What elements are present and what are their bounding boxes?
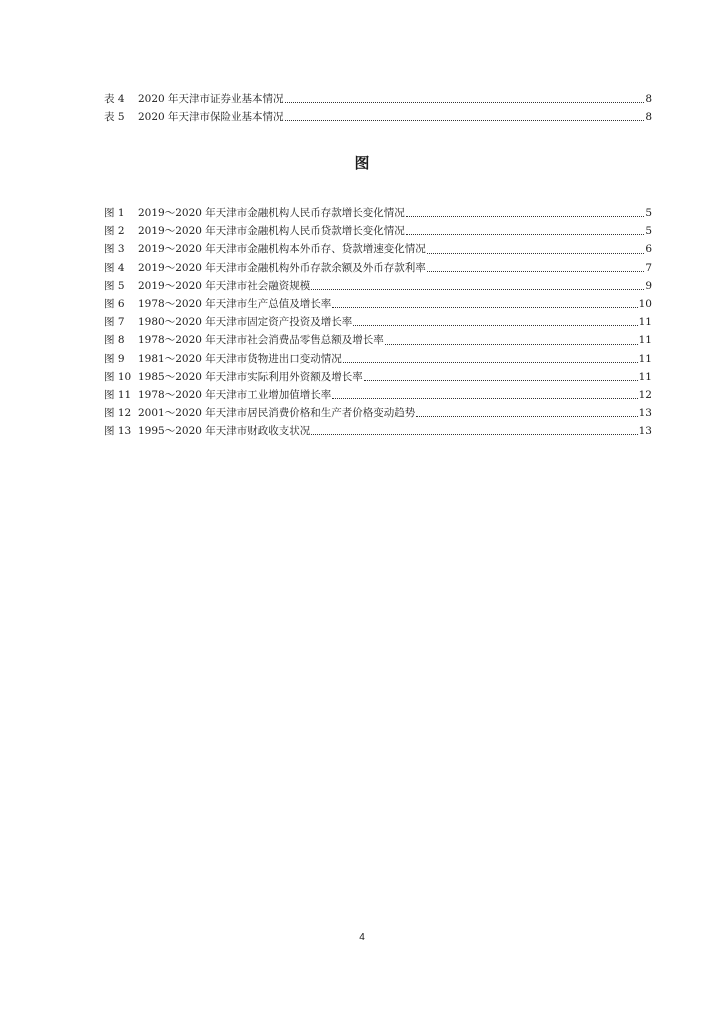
- dot-leader: [406, 233, 645, 235]
- toc-entry[interactable]: [104, 368, 652, 386]
- toc-entry[interactable]: [104, 108, 652, 126]
- dot-leader: [332, 397, 637, 399]
- entry-page: 9: [645, 279, 652, 292]
- entry-title: 2019～2020 年天津市社会融资规模: [138, 279, 311, 292]
- toc-entry[interactable]: [104, 240, 652, 258]
- entry-title: 1985～2020 年天津市实际利用外资额及增长率: [138, 370, 363, 383]
- dot-leader: [353, 324, 637, 326]
- toc-entry[interactable]: [104, 404, 652, 422]
- entry-label: 图 10: [104, 370, 132, 383]
- entry-page: 11: [638, 370, 652, 383]
- entry-label: 图 2: [104, 225, 125, 238]
- dot-leader: [385, 343, 638, 345]
- entry-page: 7: [645, 261, 652, 274]
- entry-page: 13: [638, 407, 652, 420]
- entry-title: 1980～2020 年天津市固定资产投资及增长率: [138, 316, 353, 329]
- toc-entry[interactable]: [104, 350, 652, 368]
- toc-entry[interactable]: [104, 331, 652, 349]
- entry-label: 图 12: [104, 407, 132, 420]
- entry-label: 图 1: [104, 207, 125, 219]
- toc-entry[interactable]: [104, 277, 652, 295]
- entry-title: 2020 年天津市保险业基本情况: [138, 111, 284, 124]
- dot-leader: [285, 119, 645, 121]
- entry-page: 8: [645, 93, 652, 105]
- entry-title: 2019～2020 年天津市金融机构人民币存款增长变化情况: [138, 207, 405, 219]
- entry-title: 2019～2020 年天津市金融机构人民币贷款增长变化情况: [138, 225, 405, 238]
- entry-title: 1981～2020 年天津市货物进出口变动情况: [138, 352, 342, 365]
- entry-page: 5: [645, 225, 652, 238]
- entry-label: 图 4: [104, 261, 125, 274]
- entry-page: 5: [645, 207, 652, 219]
- entry-title: 2020 年天津市证券业基本情况: [138, 93, 284, 105]
- entry-page: 11: [638, 352, 652, 365]
- dot-leader: [416, 415, 637, 417]
- table-list: [104, 90, 652, 126]
- toc-entry[interactable]: [104, 386, 652, 404]
- toc-entry[interactable]: [104, 422, 652, 440]
- entry-title: 1978～2020 年天津市工业增加值增长率: [138, 388, 332, 401]
- entry-title: 2001～2020 年天津市居民消费价格和生产者价格变动趋势: [138, 407, 416, 420]
- entry-title: 2019～2020 年天津市金融机构外币存款余额及外币存款利率: [138, 261, 426, 274]
- entry-title: 1978～2020 年天津市生产总值及增长率: [138, 297, 332, 310]
- entry-page: 8: [645, 111, 652, 124]
- toc-entry[interactable]: [104, 90, 652, 108]
- toc-entry[interactable]: [104, 259, 652, 277]
- entry-label: 图 5: [104, 279, 125, 292]
- entry-label: 图 11: [104, 388, 132, 401]
- figures-heading: 图: [354, 154, 370, 172]
- entry-page: 11: [638, 316, 652, 329]
- entry-label: 表 4: [104, 93, 125, 105]
- entry-page: 11: [638, 334, 652, 347]
- entry-title: 1995～2020 年天津市财政收支状况: [138, 425, 311, 438]
- entry-label: 图 3: [104, 243, 125, 256]
- entry-page: 10: [638, 297, 652, 310]
- dot-leader: [364, 379, 638, 381]
- dot-leader: [343, 361, 638, 363]
- entry-title: 2019～2020 年天津市金融机构本外币存、贷款增速变化情况: [138, 243, 426, 256]
- toc-entry[interactable]: [104, 295, 652, 313]
- entry-page: 12: [638, 388, 652, 401]
- dot-leader: [285, 101, 645, 103]
- entry-page: 13: [638, 425, 652, 438]
- entry-label: 表 5: [104, 111, 125, 124]
- figure-list: [104, 204, 652, 440]
- dot-leader: [311, 288, 644, 290]
- toc-entry[interactable]: [104, 222, 652, 240]
- dot-leader: [406, 215, 645, 217]
- entry-label: 图 13: [104, 425, 132, 438]
- entry-label: 图 9: [104, 352, 125, 365]
- entry-label: 图 7: [104, 316, 125, 329]
- toc-entry[interactable]: [104, 313, 652, 331]
- dot-leader: [427, 252, 645, 254]
- dot-leader: [332, 306, 637, 308]
- page-number: 4: [359, 932, 365, 943]
- entry-page: 6: [645, 243, 652, 256]
- toc-entry[interactable]: [104, 204, 652, 222]
- entry-title: 1978～2020 年天津市社会消费品零售总额及增长率: [138, 334, 384, 347]
- dot-leader: [427, 270, 645, 272]
- entry-label: 图 8: [104, 334, 125, 347]
- entry-label: 图 6: [104, 297, 125, 310]
- dot-leader: [311, 433, 637, 435]
